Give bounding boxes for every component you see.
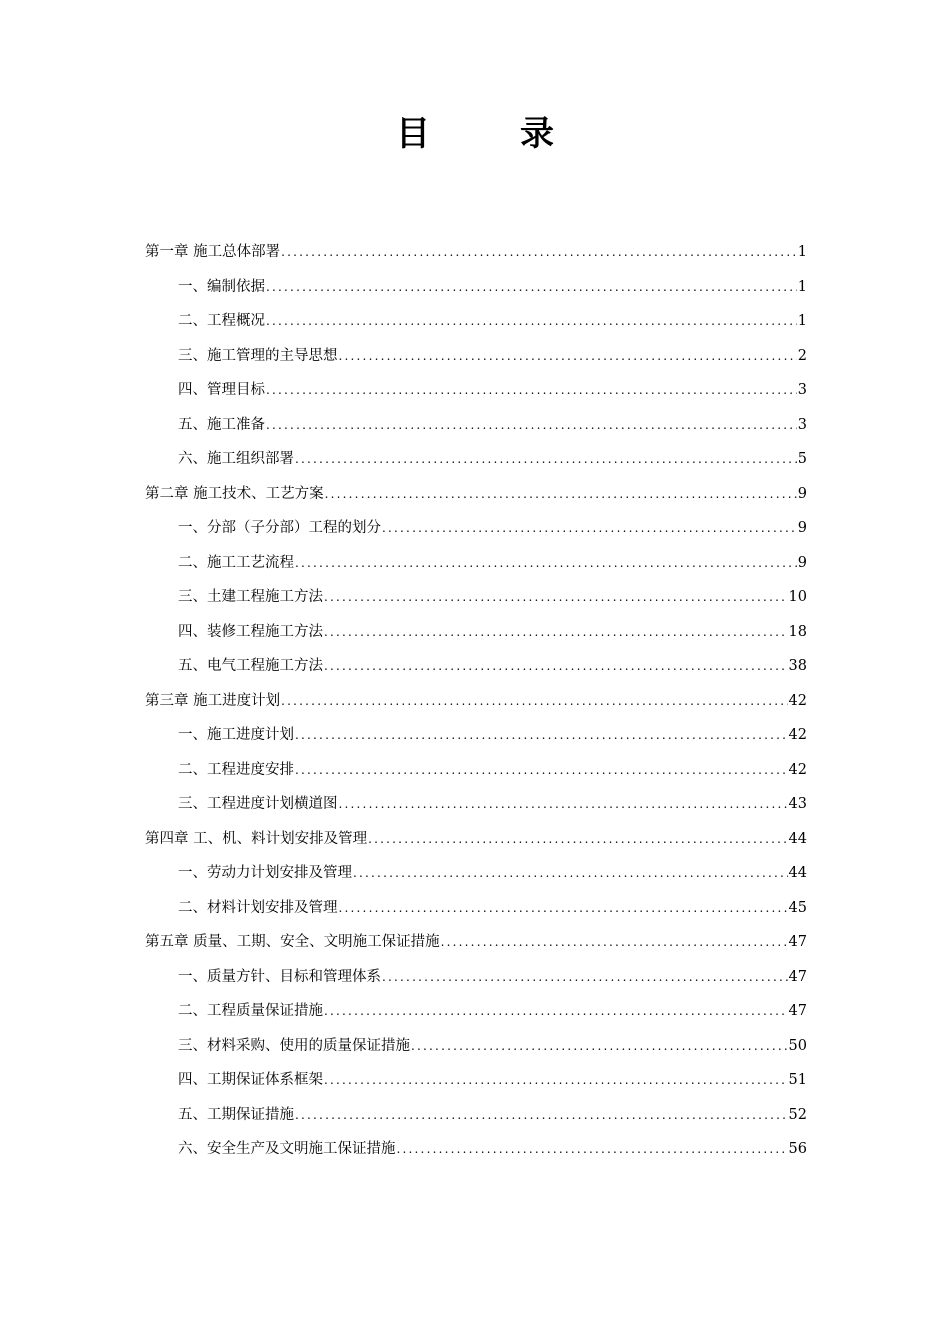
toc-dot-leader — [382, 960, 788, 995]
toc-chapter-entry[interactable] — [145, 684, 807, 719]
toc-entry-title: 五、施工准备 — [178, 416, 265, 433]
toc-dot-leader — [295, 1098, 788, 1133]
toc-entry-title: 二、工程进度安排 — [178, 761, 294, 778]
toc-dot-leader — [325, 477, 797, 512]
toc-dot-leader — [266, 270, 797, 305]
toc-entry-title: 三、工程进度计划横道图 — [178, 796, 338, 812]
toc-page-number: 9 — [797, 554, 807, 571]
toc-entry-title: 六、安全生产及文明施工保证措施 — [178, 1141, 396, 1157]
toc-section-entry[interactable] — [145, 408, 807, 443]
toc-section-entry[interactable] — [145, 546, 807, 581]
toc-page-number: 9 — [797, 520, 807, 536]
toc-page-number: 47 — [788, 1003, 807, 1019]
toc-chapter-entry[interactable] — [145, 925, 807, 960]
toc-entry-title: 二、施工工艺流程 — [178, 554, 294, 571]
toc-entry-title: 一、分部（子分部）工程的划分 — [178, 520, 381, 536]
toc-dot-leader — [266, 373, 797, 408]
toc-entry-title: 三、施工管理的主导思想 — [178, 347, 338, 364]
toc-entry-title: 第一章 施工总体部署 — [145, 244, 281, 260]
toc-section-entry[interactable] — [145, 304, 807, 339]
toc-entry-title: 第五章 质量、工期、安全、文明施工保证措施 — [145, 934, 440, 950]
toc-page-number: 47 — [788, 968, 807, 985]
toc-page-number: 56 — [788, 1141, 807, 1157]
toc-page-number: 5 — [797, 451, 807, 467]
toc-entry-title: 四、工期保证体系框架 — [178, 1072, 323, 1088]
toc-dot-leader — [295, 442, 797, 477]
toc-page-number: 52 — [788, 1106, 807, 1123]
toc-dot-leader — [382, 511, 797, 546]
toc-entry-title: 五、电气工程施工方法 — [178, 658, 323, 674]
toc-dot-leader — [266, 304, 797, 339]
toc-section-entry[interactable] — [145, 442, 807, 477]
toc-dot-leader — [353, 856, 788, 891]
toc-dot-leader — [339, 339, 797, 374]
toc-section-entry[interactable] — [145, 787, 807, 822]
toc-page-number: 3 — [797, 382, 807, 398]
toc-page-number: 3 — [797, 416, 807, 433]
toc-section-entry[interactable] — [145, 718, 807, 753]
toc-page-number: 44 — [788, 865, 807, 881]
toc-page-number: 44 — [788, 830, 807, 847]
toc-dot-leader — [324, 615, 788, 650]
toc-dot-leader — [411, 1029, 788, 1064]
toc-entry-title: 一、施工进度计划 — [178, 727, 294, 743]
toc-page-number: 43 — [788, 796, 807, 812]
toc-dot-leader — [324, 1063, 788, 1098]
toc-dot-leader — [281, 235, 797, 270]
toc-section-entry[interactable] — [145, 856, 807, 891]
toc-entry-title: 三、材料采购、使用的质量保证措施 — [178, 1037, 410, 1054]
toc-entry-title: 四、管理目标 — [178, 382, 265, 398]
toc-dot-leader — [368, 822, 787, 857]
toc-chapter-entry[interactable] — [145, 822, 807, 857]
toc-page-number: 38 — [788, 658, 807, 674]
toc-dot-leader — [324, 580, 788, 615]
toc-entry-title: 二、材料计划安排及管理 — [178, 899, 338, 916]
toc-page-number: 47 — [788, 934, 807, 950]
toc-dot-leader — [339, 787, 788, 822]
toc-page-number: 2 — [797, 347, 807, 364]
toc-section-entry[interactable] — [145, 615, 807, 650]
toc-dot-leader — [295, 718, 788, 753]
toc-page-number: 10 — [788, 589, 807, 605]
toc-chapter-entry[interactable] — [145, 477, 807, 512]
toc-entry-title: 六、施工组织部署 — [178, 451, 294, 467]
toc-section-entry[interactable] — [145, 994, 807, 1029]
toc-page-number: 1 — [797, 244, 807, 260]
toc-section-entry[interactable] — [145, 511, 807, 546]
toc-section-entry[interactable] — [145, 1063, 807, 1098]
toc-page-number: 1 — [797, 313, 807, 329]
toc-section-entry[interactable] — [145, 891, 807, 926]
toc-entry-title: 二、工程概况 — [178, 313, 265, 329]
toc-entry-title: 第四章 工、机、料计划安排及管理 — [145, 830, 368, 847]
toc-chapter-entry[interactable] — [145, 235, 807, 270]
toc-entry-title: 三、土建工程施工方法 — [178, 589, 323, 605]
toc-dot-leader — [295, 546, 797, 581]
toc-page-number: 42 — [788, 692, 807, 709]
toc-dot-leader — [281, 684, 787, 719]
toc-dot-leader — [339, 891, 788, 926]
toc-dot-leader — [441, 925, 788, 960]
toc-dot-leader — [295, 753, 788, 788]
toc-page-number: 50 — [788, 1037, 807, 1054]
toc-section-entry[interactable] — [145, 1098, 807, 1133]
toc-section-entry[interactable] — [145, 649, 807, 684]
toc-section-entry[interactable] — [145, 1029, 807, 1064]
toc-section-entry[interactable] — [145, 753, 807, 788]
toc-section-entry[interactable] — [145, 270, 807, 305]
toc-page-number: 42 — [788, 761, 807, 778]
toc-page-number: 9 — [797, 485, 807, 502]
toc-dot-leader — [324, 994, 788, 1029]
toc-section-entry[interactable] — [145, 1132, 807, 1167]
toc-section-entry[interactable] — [145, 373, 807, 408]
toc-page-number: 45 — [788, 899, 807, 916]
toc-section-entry[interactable] — [145, 339, 807, 374]
toc-dot-leader — [266, 408, 797, 443]
toc-entry-title: 一、劳动力计划安排及管理 — [178, 865, 352, 881]
toc-entry-title: 二、工程质量保证措施 — [178, 1003, 323, 1019]
toc-entry-title: 一、质量方针、目标和管理体系 — [178, 968, 381, 985]
toc-dot-leader — [324, 649, 788, 684]
toc-page-number: 18 — [788, 623, 807, 640]
toc-entry-title: 第二章 施工技术、工艺方案 — [145, 485, 324, 502]
toc-entry-title: 第三章 施工进度计划 — [145, 692, 281, 709]
toc-entry-title: 一、编制依据 — [178, 278, 265, 295]
toc-section-entry[interactable] — [145, 580, 807, 615]
table-of-contents — [145, 235, 807, 1167]
toc-page-number: 51 — [788, 1072, 807, 1088]
toc-dot-leader — [397, 1132, 788, 1167]
toc-page-number: 1 — [797, 278, 807, 295]
page-title: 目 录 — [396, 114, 582, 154]
toc-entry-title: 四、装修工程施工方法 — [178, 623, 323, 640]
toc-page-number: 42 — [788, 727, 807, 743]
toc-entry-title: 五、工期保证措施 — [178, 1106, 294, 1123]
toc-section-entry[interactable] — [145, 960, 807, 995]
